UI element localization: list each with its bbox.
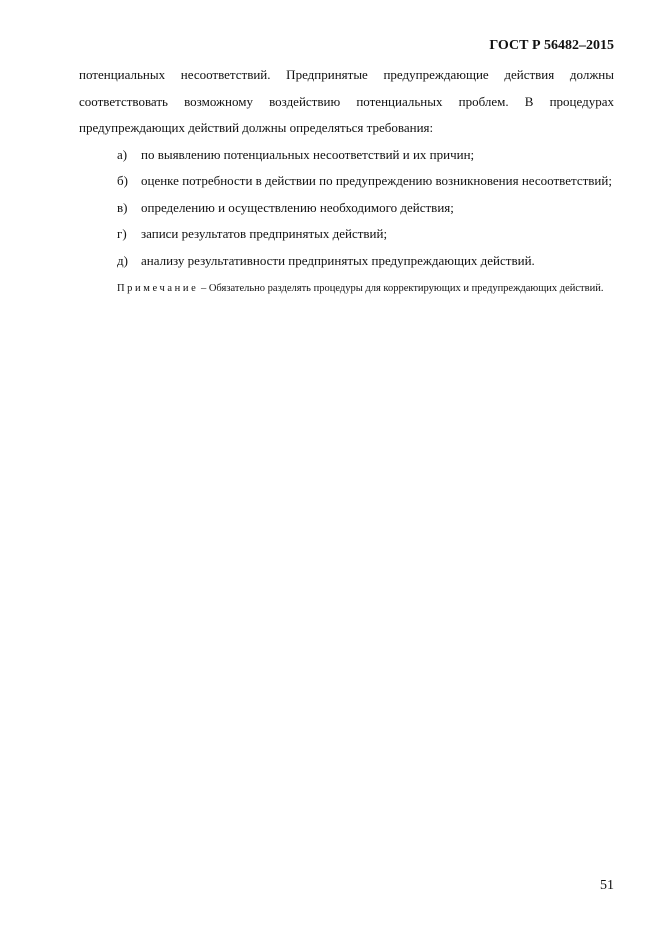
body-paragraph: потенциальных несоответствий. Предпринятые предупреждающие действия должны соответствовать возможному воздействию потенциальных проблем. В процедурах предупреждающих действий должны определяться требования: bbox=[79, 67, 614, 135]
list-item-d bbox=[79, 248, 614, 275]
list-marker: г) bbox=[117, 226, 127, 241]
list-marker: а) bbox=[117, 146, 128, 162]
list-item-text: анализу результативности предпринятых предупреждающих действий. bbox=[141, 252, 535, 268]
list-item-text: определению и осуществлению необходимого действия; bbox=[141, 199, 454, 215]
list-item-text: записи результатов предпринятых действий; bbox=[141, 226, 388, 241]
list-item-b bbox=[79, 168, 614, 195]
page-number: 51 bbox=[600, 878, 614, 893]
note-text: – Обязательно разделять процедуры для корректирующих и предупреждающих действий. bbox=[198, 283, 604, 294]
list-item-g bbox=[79, 221, 614, 248]
list-item-a bbox=[79, 142, 614, 169]
list-item-text: по выявлению потенциальных несоответствий и их причин; bbox=[141, 146, 475, 162]
list-marker: д) bbox=[117, 252, 128, 268]
list-item-text: оценке потребности в действии по предупреждению возникновения несоответствий; bbox=[141, 173, 612, 188]
list-marker: б) bbox=[117, 173, 128, 188]
document-body bbox=[79, 62, 614, 295]
list-item-v bbox=[79, 195, 614, 222]
note-paragraph bbox=[79, 282, 614, 295]
list-marker: в) bbox=[117, 199, 128, 215]
document-id-header: ГОСТ Р 56482–2015 bbox=[489, 38, 614, 53]
note-label: Примечание bbox=[117, 283, 199, 294]
